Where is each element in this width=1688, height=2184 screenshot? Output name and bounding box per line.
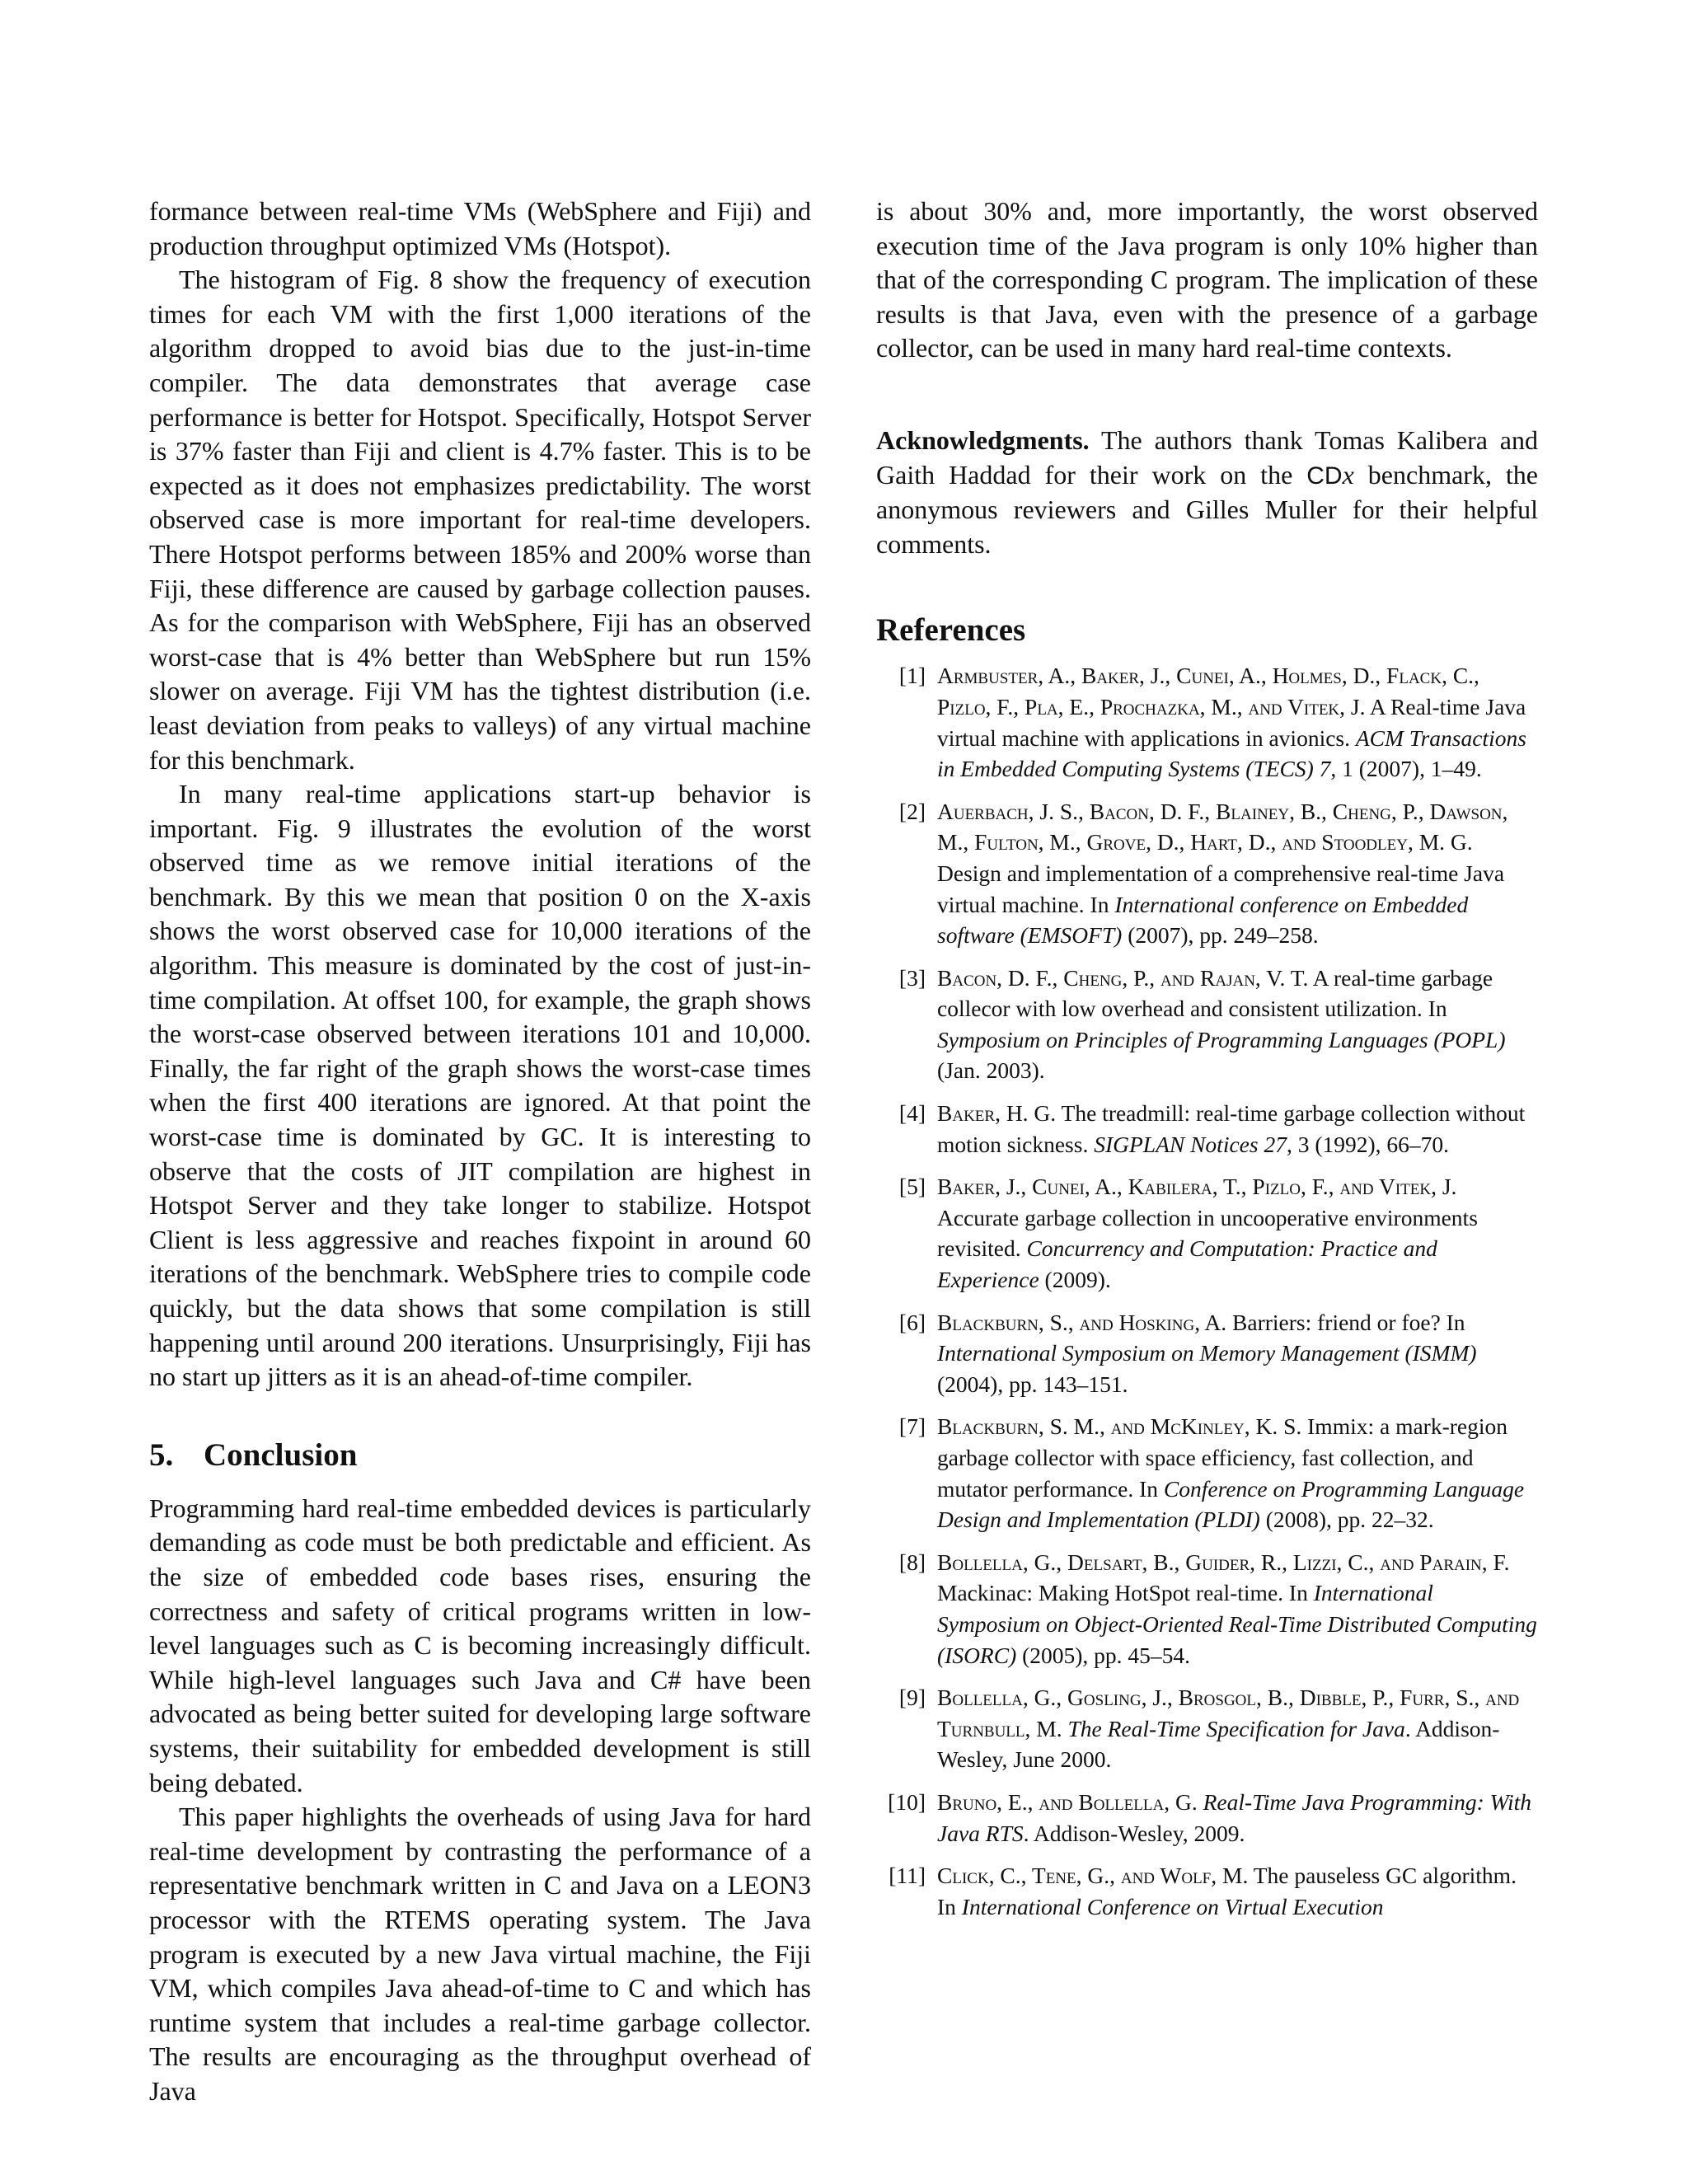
paragraph-continued-right: is about 30% and, more importantly, the worst observed execution time of the Java program is only 10% higher than that of the corresponding C program. The implication of these results is that Java, even with the presence of a garbage collector, can be used in many hard real-time contexts.: [876, 196, 1538, 363]
paragraph-startup: In many real-time applications start-up behavior is important. Fig. 9 illustrates the evolution of the worst observed time as we remove initial iterations of the benchmark. By this we mean that position 0 on the X-axis shows the worst observed case for 10,000 iterations of the algorithm. This measure is dominated by the cost of just-in-time compilation. At offset 100, for example, the graph shows the worst-case observed between iterations 101 and 10,000. Finally, the far right of the graph shows the worst-case times when the first 400 iterations are ignored. At that point the worst-case time is dominated by GC. It is interesting to observe that the costs of JIT compilation are highest in Hotspot Server and they take longer to stabilize. Hotspot Client is less aggressive and reaches fixpoint in around 60 iterations of the benchmark. WebSphere tries to compile code quickly, but the data shows that some compilation is still happening until around 200 iterations. Unsurprisingly, Fiji has no start up jitters as it is an ahead-of-time compiler.: [149, 779, 811, 1392]
reference-number: [10]: [888, 1788, 926, 1815]
reference-number: [4]: [898, 1100, 926, 1127]
reference-tail: (2004), pp. 143–151.: [937, 1371, 1128, 1397]
reference-venue: International Symposium on Memory Management (ISMM): [937, 1340, 1477, 1366]
references-heading: References: [876, 612, 1026, 649]
reference-body: [931, 1411, 1538, 1535]
reference-venue: International Conference on Virtual Execution: [961, 1893, 1384, 1919]
reference-tail: (2009).: [1039, 1267, 1111, 1293]
reference-venue: Real-Time Java Programming: With Java RTS: [937, 1788, 1532, 1846]
reference-item: [876, 1547, 1538, 1671]
acknowledgments: [876, 424, 1538, 561]
reference-number: [8]: [898, 1549, 926, 1575]
reference-authors: Bollella, G., Gosling, J., Brosgol, B., Dibble, P., Furr, S., and Turnbull, M.: [937, 1685, 1520, 1741]
reference-number: [5]: [898, 1174, 926, 1200]
section-title: Conclusion: [204, 1436, 358, 1473]
reference-authors: Baker, H. G.: [937, 1100, 1057, 1127]
reference-body: [931, 1171, 1538, 1295]
reference-item: [876, 660, 1538, 784]
reference-venue: International conference on Embedded software (EMSOFT): [937, 891, 1469, 949]
reference-title: The treadmill: real-time garbage collection without motion sickness.: [937, 1100, 1526, 1157]
reference-title: Design and implementation of a comprehensive real-time Java virtual machine. In: [937, 860, 1505, 917]
reference-item: [876, 1307, 1538, 1400]
reference-item: [876, 796, 1538, 951]
reference-tail: (Jan. 2003).: [937, 1057, 1045, 1084]
reference-body: [931, 1307, 1538, 1400]
reference-title: A Real-time Java virtual machine with applications in avionics.: [937, 693, 1526, 751]
reference-title: Accurate garbage collection in uncooperative environments revisited.: [937, 1204, 1478, 1262]
reference-body: [931, 1682, 1538, 1775]
reference-number: [6]: [898, 1309, 926, 1335]
acknowledgments-text-b: benchmark, the anonymous reviewers and Gilles Muller for their helpful comments.: [876, 459, 1539, 559]
reference-number: [1]: [898, 663, 926, 689]
reference-body: [931, 1787, 1538, 1849]
reference-authors: Blackburn, S., and Hosking, A.: [937, 1309, 1227, 1335]
reference-authors: Blackburn, S. M., and McKinley, K. S.: [937, 1413, 1302, 1440]
reference-title: [1198, 1789, 1203, 1815]
reference-body: [931, 1098, 1538, 1160]
paragraph-histogram: The histogram of Fig. 8 show the frequency of execution times for each VM with the first 1,000 iterations of the algorithm dropped to avoid bias due to the just-in-time compiler. The data demonstrates that average case performance is better for Hotspot. Specifically, Hotspot Server is 37% faster than Fiji and client is 4.7% faster. This is to be expected as it does not emphasizes predictability. The worst observed case is more important for real-time developers. There Hotspot performs between 185% and 200% worse than Fiji, these difference are caused by garbage collection pauses. As for the comparison with WebSphere, Fiji has an observed worst-case that is 4% better than WebSphere but run 15% slower on average. Fiji VM has the tightest distribution (i.e. least deviation from peaks to valleys) of any virtual machine for this benchmark.: [149, 265, 811, 775]
reference-title: Barriers: friend or foe? In: [1226, 1309, 1465, 1335]
reference-venue: Concurrency and Computation: Practice and Experience: [937, 1235, 1437, 1293]
right-column: [876, 194, 1538, 1933]
left-column: [149, 194, 811, 2108]
reference-body: [931, 1547, 1538, 1671]
reference-item: [876, 1682, 1538, 1775]
reference-venue: Conference on Programming Language Design and Implementation (PLDI): [937, 1475, 1525, 1533]
reference-tail: (2008), pp. 22–32.: [1259, 1507, 1434, 1533]
reference-tail: (2007), pp. 249–258.: [1122, 922, 1319, 949]
acknowledgments-heading: Acknowledgments.: [876, 424, 1090, 455]
reference-venue: Symposium on Principles of Programming Languages (POPL): [937, 1026, 1506, 1052]
paragraph-conclusion-2: This paper highlights the overheads of using Java for hard real-time development by contrasting the performance of a representative benchmark written in C and Java on a LEON3 processor with the RTEMS operating system. The Java program is executed by a new Java virtual machine, the Fiji VM, which compiles Java ahead-of-time to C and which has runtime system that includes a real-time garbage collector. The results are encouraging as the throughput overhead of Java: [149, 1802, 811, 2106]
reference-title: The pauseless GC algorithm. In: [937, 1863, 1517, 1919]
reference-number: [7]: [898, 1413, 926, 1440]
reference-number: [2]: [898, 798, 926, 824]
reference-item: [876, 1860, 1538, 1922]
reference-venue: The Real-Time Specification for Java: [1067, 1715, 1405, 1741]
paragraph-conclusion-1: Programming hard real-time embedded devices is particularly demanding as code must be both predictable and efficient. As the size of embedded code bases rises, ensuring the correctness and safety of critical programs written in low-level languages such as C is becoming increasingly difficult. While high-level languages such Java and C# have been advocated as being better suited for developing large software systems, their suitability for embedded development is still being debated.: [149, 1493, 811, 1797]
reference-number: [3]: [898, 964, 926, 991]
reference-body: [931, 660, 1538, 784]
reference-authors: Auerbach, J. S., Bacon, D. F., Blainey, B., Cheng, P., Dawson, M., Fulton, M., Grove, D., Hart, D., and Stoodley, M. G.: [937, 798, 1508, 855]
section-heading: [149, 1437, 811, 1474]
reference-body: [931, 1860, 1538, 1922]
reference-number: [11]: [889, 1863, 926, 1889]
reference-item: [876, 1411, 1538, 1535]
reference-venue: International Symposium on Object-Oriented Real-Time Distributed Computing (ISORC): [937, 1580, 1537, 1668]
benchmark-name: CD: [1306, 462, 1343, 490]
reference-authors: Bacon, D. F., Cheng, P., and Rajan, V. T.: [937, 964, 1309, 991]
reference-authors: Bruno, E., and Bollella, G.: [937, 1788, 1198, 1815]
acknowledgments-text-a: The authors thank Tomas Kalibera and Gaith Haddad for their work on the: [876, 424, 1538, 490]
reference-authors: Click, C., Tene, G., and Wolf, M.: [937, 1863, 1249, 1889]
reference-item: [876, 1171, 1538, 1295]
reference-tail: , 1 (2007), 1–49.: [1330, 756, 1482, 782]
reference-body: [931, 796, 1538, 951]
reference-tail: . Addison-Wesley, 2009.: [1023, 1820, 1245, 1846]
reference-title: A real-time garbage collecor with low overhead and consistent utilization. In: [937, 964, 1493, 1022]
reference-venue: ACM Transactions in Embedded Computing Systems (TECS) 7: [937, 724, 1526, 782]
reference-list: [876, 660, 1538, 1922]
reference-item: [876, 963, 1538, 1086]
reference-authors: Bollella, G., Delsart, B., Guider, R., Lizzi, C., and Parain, F.: [937, 1549, 1510, 1575]
paragraph-continued: formance between real-time VMs (WebSphere and Fiji) and production throughput optimized VMs (Hotspot).: [149, 196, 811, 260]
reference-venue: SIGPLAN Notices 27: [1094, 1131, 1287, 1157]
reference-authors: Baker, J., Cunei, A., Kabilera, T., Pizlo, F., and Vitek, J.: [937, 1174, 1457, 1200]
reference-tail: , 3 (1992), 66–70.: [1286, 1131, 1450, 1157]
reference-title: Immix: a mark-region garbage collector with space efficiency, fast collection, and mutator performance. In: [937, 1413, 1507, 1502]
benchmark-name-suffix: x: [1342, 459, 1354, 490]
reference-number: [9]: [898, 1685, 926, 1711]
reference-tail: . Addison-Wesley, June 2000.: [937, 1715, 1500, 1773]
reference-title: Mackinac: Making HotSpot real-time. In: [937, 1580, 1314, 1606]
reference-item: [876, 1098, 1538, 1160]
reference-item: [876, 1787, 1538, 1849]
section-number: 5.: [149, 1436, 174, 1473]
reference-tail: (2005), pp. 45–54.: [1016, 1642, 1191, 1668]
reference-authors: Armbuster, A., Baker, J., Cunei, A., Holmes, D., Flack, C., Pizlo, F., Pla, E., Prochazka, M., and Vitek, J.: [937, 663, 1479, 719]
reference-body: [931, 963, 1538, 1086]
